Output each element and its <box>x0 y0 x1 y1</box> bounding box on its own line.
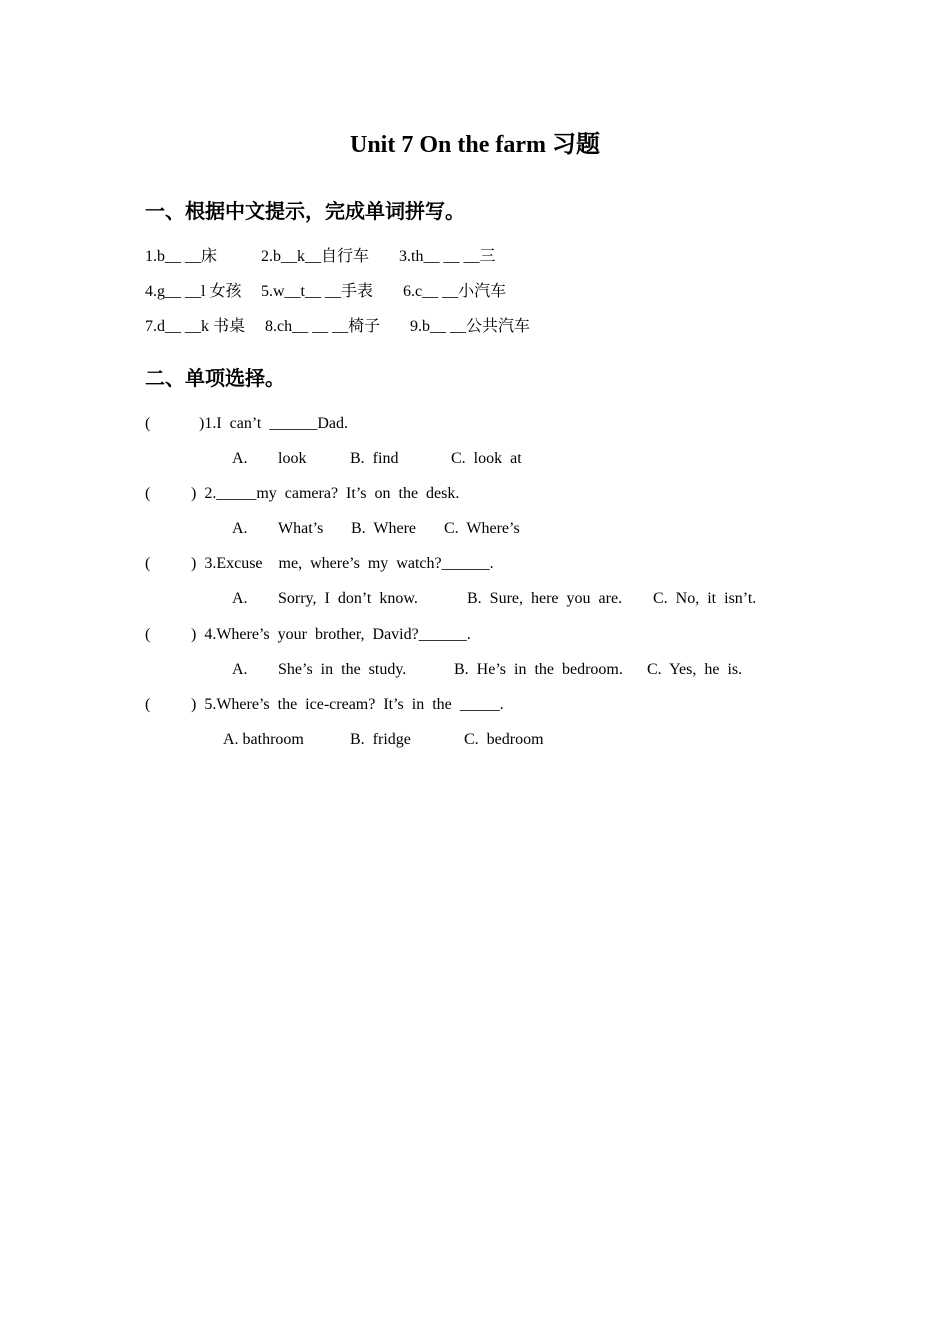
option-c: C. No, it isn’t. <box>653 590 757 607</box>
option-a-label: A. <box>232 520 248 537</box>
answer-paren-open: ( <box>145 626 151 643</box>
option-b: B. He’s in the bedroom. <box>454 661 623 678</box>
section-2-heading: 二、单项选择。 <box>145 366 285 390</box>
question-5-options <box>0 730 950 810</box>
answer-paren-open: ( <box>145 696 151 713</box>
option-a-text: Sorry, I don’t know. <box>278 590 418 607</box>
spelling-item-7: 7.d__ __k 书桌 <box>145 318 246 335</box>
question-text: ) 3.Excuse me, where’s my watch?______. <box>191 555 494 572</box>
spelling-row-3 <box>0 317 950 397</box>
spelling-item-2: 2.b__k__自行车 <box>261 248 370 265</box>
spelling-item-6: 6.c__ __小汽车 <box>403 283 507 300</box>
worksheet-title: Unit 7 On the farm 习题 <box>350 132 600 158</box>
option-b: B. fridge <box>350 731 411 748</box>
question-text: )1.I can’t ______Dad. <box>199 415 348 432</box>
answer-paren-open: ( <box>145 485 151 502</box>
option-c: C. Yes, he is. <box>647 661 743 678</box>
question-text: ) 4.Where’s your brother, David?______. <box>191 626 471 643</box>
question-text: ) 2._____my camera? It’s on the desk. <box>191 485 460 502</box>
option-a-text: look <box>278 450 307 467</box>
option-b: B. Where <box>351 520 417 537</box>
option-b: B. Sure, here you are. <box>467 590 623 607</box>
spelling-item-4: 4.g__ __l 女孩 <box>145 283 242 300</box>
spelling-item-9: 9.b__ __公共汽车 <box>410 318 531 335</box>
spelling-item-3: 3.th__ __ __三 <box>399 248 496 265</box>
option-b: B. find <box>350 450 399 467</box>
option-a-text: What’s <box>278 520 324 537</box>
spelling-item-1: 1.b__ __床 <box>145 248 218 265</box>
option-a-label: A. <box>232 450 248 467</box>
option-c: C. Where’s <box>444 520 520 537</box>
option-c: C. bedroom <box>464 731 544 748</box>
section-1-heading: 一、根据中文提示，完成单词拼写。 <box>145 199 465 223</box>
option-c: C. look at <box>451 450 522 467</box>
answer-paren-open: ( <box>145 555 151 572</box>
option-a-label: A. <box>232 661 248 678</box>
answer-paren-open: ( <box>145 415 151 432</box>
option-a: A. bathroom <box>223 731 304 748</box>
spelling-item-5: 5.w__t__ __手表 <box>261 283 374 300</box>
option-a-text: She’s in the study. <box>278 661 407 678</box>
option-a-label: A. <box>232 590 248 607</box>
question-text: ) 5.Where’s the ice-cream? It’s in the _____. <box>191 696 504 713</box>
spelling-item-8: 8.ch__ __ __椅子 <box>265 318 381 335</box>
